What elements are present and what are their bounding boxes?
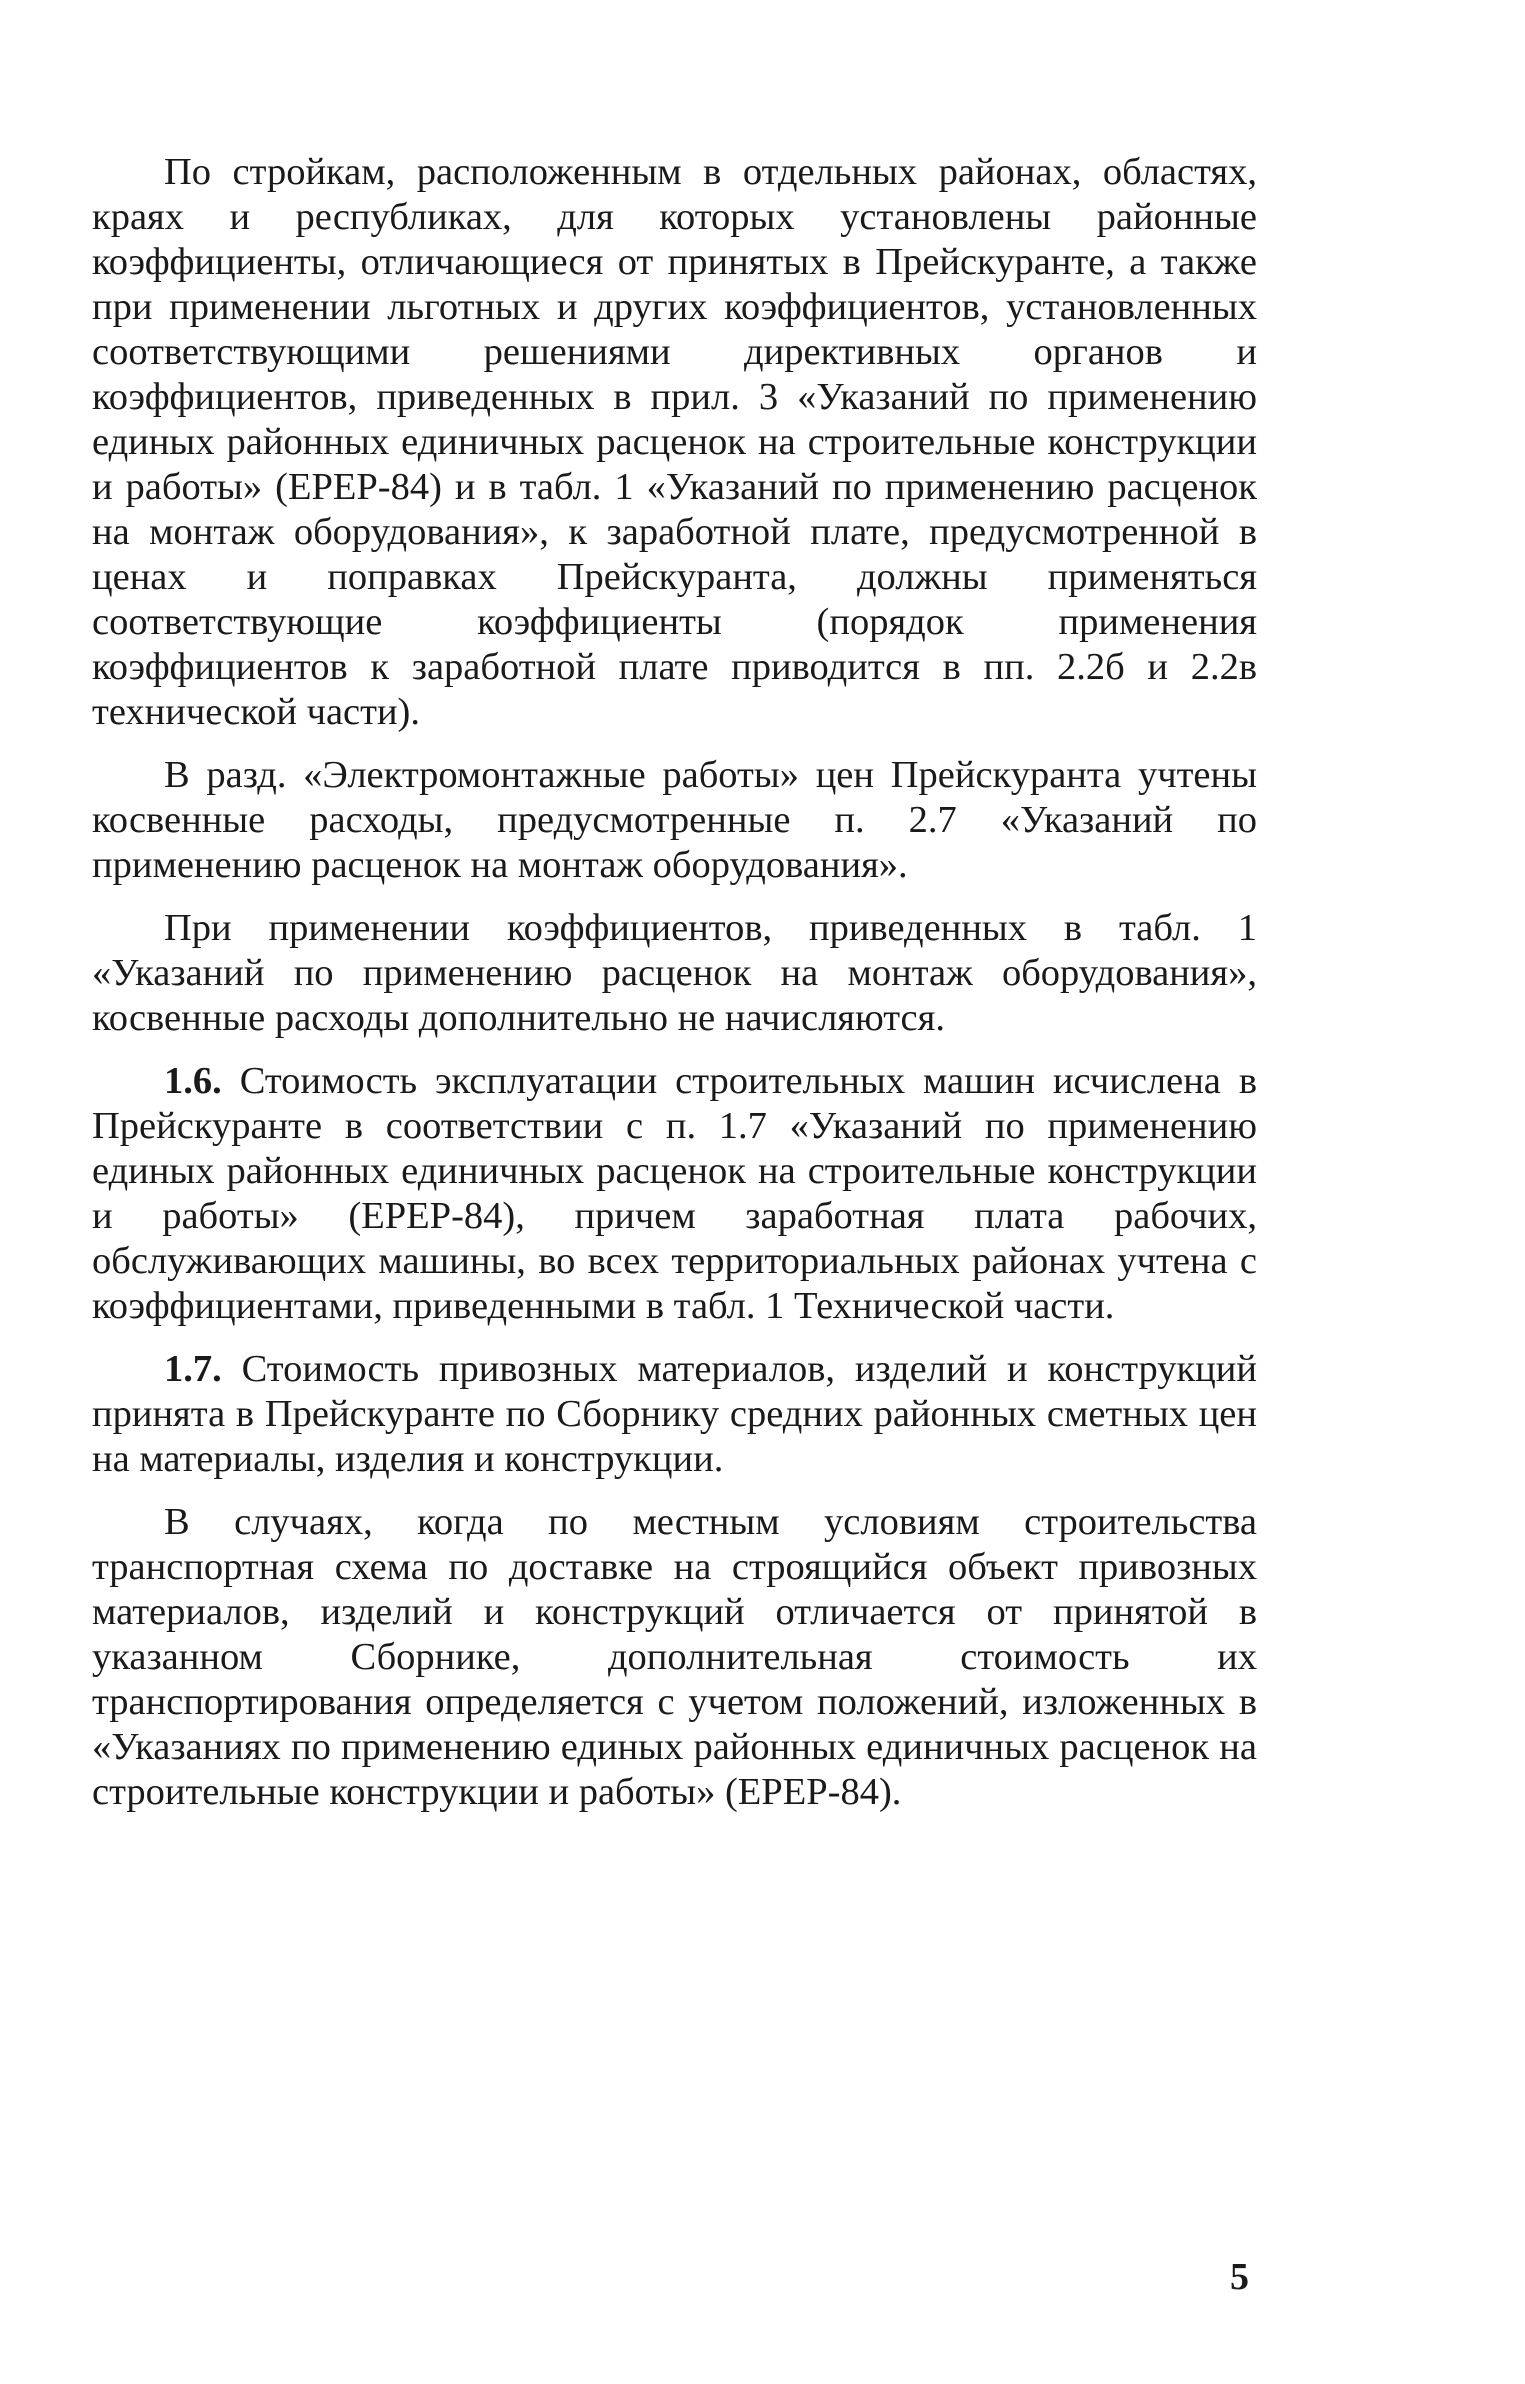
paragraph-5-text: Стоимость привозных материалов, изделий и конструкций принята в Прейскуранте по Сборнику средних районных сметных цен на материалы, изделия и конструкции. — [92, 1348, 1257, 1480]
paragraph-4-text: Стоимость эксплуатации строительных машин исчислена в Прейскуранте в соответствии с п. 1.7 «Указаний по применению единых районных единичных расценок на строительные конструкции и работы» (ЕРЕР-84), причем заработная плата рабочих, обслуживающих машины, во всех территориальных районах учтена с коэффициентами, приведенными в табл. 1 Технической части. — [92, 1060, 1258, 1327]
page-number: 5 — [1230, 2256, 1249, 2298]
paragraph-3-text: При применении коэффициентов, приведенных в табл. 1 «Указаний по применению расценок на монтаж оборудования», косвенные расходы дополнительно не начисляются. — [92, 907, 1257, 1039]
paragraph-3 — [92, 906, 1257, 1041]
paragraph-6-text: В случаях, когда по местным условиям строительства транспортная схема по доставке на строящийся объект привозных материалов, изделий и конструкций отличается от принятой в указанном Сборнике, дополнительная стоимость их транспортирования определяется с учетом положений, изложенных в «Указаниях по применению единых районных единичных расценок на строительные конструкции и работы» (ЕРЕР-84). — [92, 1501, 1257, 1813]
paragraph-4 — [92, 1059, 1257, 1329]
paragraph-6 — [92, 1500, 1257, 1815]
paragraph-1 — [92, 150, 1257, 735]
paragraph-2-text: В разд. «Электромонтажные работы» цен Прейскуранта учтены косвенные расходы, предусмотренные п. 2.7 «Указаний по применению расценок на монтаж оборудования». — [92, 754, 1257, 886]
paragraph-5 — [92, 1347, 1257, 1482]
section-number-1-7: 1.7. — [164, 1348, 222, 1390]
paragraph-2 — [92, 753, 1257, 888]
paragraph-1-text: По стройкам, расположенным в отдельных районах, областях, краях и республиках, для которых установлены районные коэффициенты, отличающиеся от принятых в Прейскуранте, а также при применении льготных и других коэффициентов, установленных соответствующими решениями директивных органов и коэффициентов, приведенных в прил. 3 «Указаний по применению единых районных единичных расценок на строительные конструкции и работы» (ЕРЕР-84) и в табл. 1 «Указаний по применению расценок на монтаж оборудования», к заработной плате, предусмотренной в ценах и поправках Прейскуранта, должны применяться соответствующие коэффициенты (порядок применения коэффициентов к заработной плате приводится в пп. 2.2б и 2.2в технической части). — [92, 151, 1257, 733]
section-number-1-6: 1.6. — [164, 1060, 222, 1102]
body-text — [92, 150, 1257, 1833]
